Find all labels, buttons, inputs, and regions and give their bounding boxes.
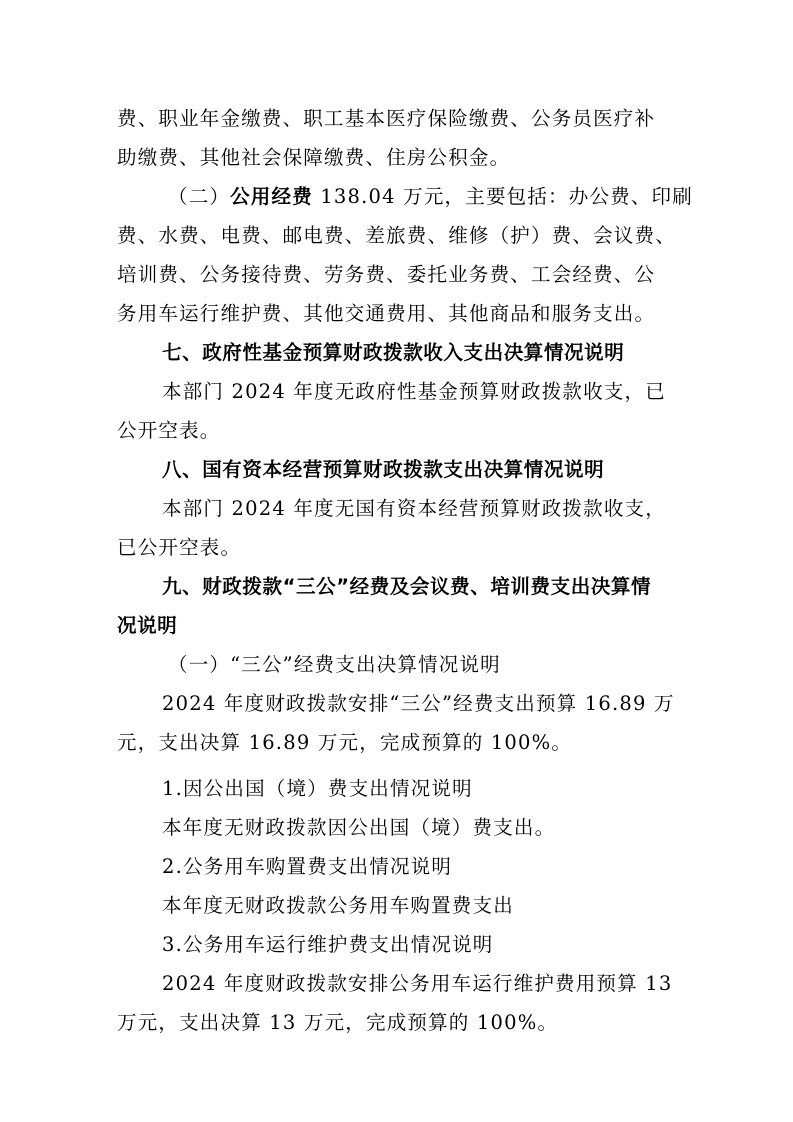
text-line: 本年度无财政拨款因公出国（境）费支出。 xyxy=(162,816,556,839)
item-heading: 2.公务用车购置费支出情况说明 xyxy=(162,855,453,878)
section-heading: 八、国有资本经营预算财政拨款支出决算情况说明 xyxy=(162,458,605,481)
text-line: 培训费、公务接待费、劳务费、委托业务费、工会经费、公 xyxy=(117,263,656,286)
text-line: 本部门 2024 年度无政府性基金预算财政拨款收支，已 xyxy=(162,380,666,403)
text-line: 费、职业年金缴费、职工基本医疗保险缴费、公务员医疗补 xyxy=(117,107,656,130)
text-fragment: 138.04 万元，主要包括：办公费、印刷 xyxy=(312,185,693,208)
text-line: 元，支出决算 16.89 万元，完成预算的 100%。 xyxy=(117,731,573,754)
item-heading: 3.公务用车运行维护费支出情况说明 xyxy=(162,933,494,956)
subsection-heading: （一）“三公”经费支出决算情况说明 xyxy=(168,653,501,676)
item-heading: 1.因公出国（境）费支出情况说明 xyxy=(162,777,473,800)
section-heading: 况说明 xyxy=(117,614,178,637)
text-line: 2024 年度财政拨款安排“三公”经费支出预算 16.89 万 xyxy=(162,692,675,715)
text-line xyxy=(0,177,793,217)
text-line: 公开空表。 xyxy=(117,419,221,442)
section-heading: 九、财政拨款“三公”经费及会议费、培训费支出决算情 xyxy=(162,575,652,598)
text-line: 2024 年度财政拨款安排公务用车运行维护费用预算 13 xyxy=(162,972,673,995)
text-line: 费、水费、电费、邮电费、差旅费、维修（护）费、会议费、 xyxy=(117,224,676,247)
text-line: 助缴费、其他社会保障缴费、住房公积金。 xyxy=(117,146,511,169)
text-line: 本部门 2024 年度无国有资本经营预算财政拨款收支， xyxy=(162,497,666,520)
text-line: 万元，支出决算 13 万元，完成预算的 100%。 xyxy=(117,1011,559,1034)
text-line: 已公开空表。 xyxy=(117,536,242,559)
section-heading: 七、政府性基金预算财政拨款收入支出决算情况说明 xyxy=(162,341,625,364)
bold-term: 公用经费 xyxy=(230,185,313,208)
section-prefix: （二） xyxy=(168,185,231,208)
text-line: 本年度无财政拨款公务用车购置费支出 xyxy=(162,894,514,917)
text-line: 务用车运行维护费、其他交通费用、其他商品和服务支出。 xyxy=(117,302,656,325)
